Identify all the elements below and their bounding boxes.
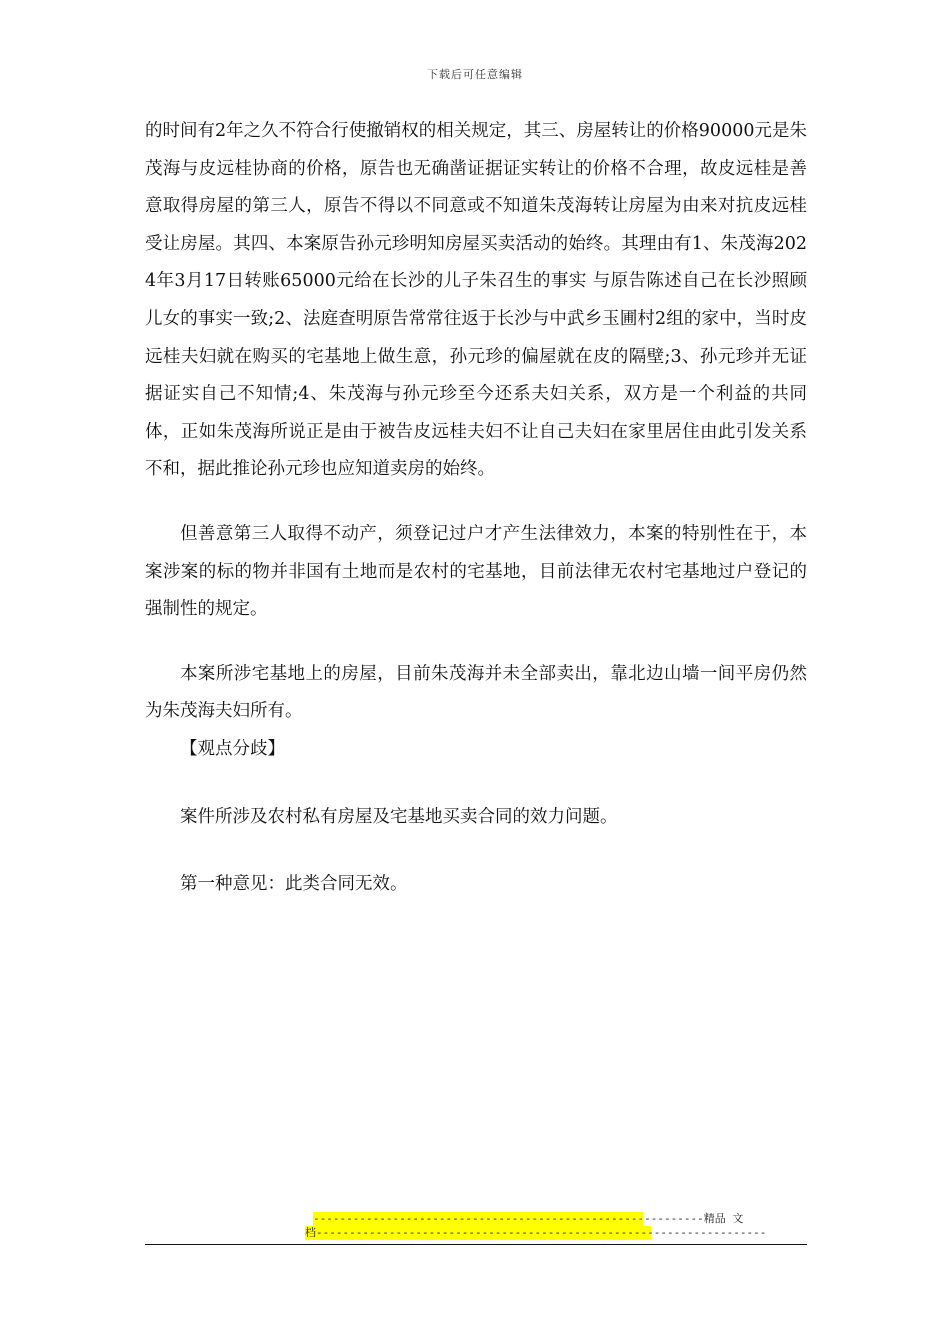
- footer-watermark-line-2: 档--------------------------------------------------------------------: [305, 1226, 767, 1239]
- footer-watermark-line-1: -----------------------------------------------------------精品 文: [313, 1212, 744, 1225]
- paragraph-registration: 但善意第三人取得不动产，须登记过户才产生法律效力，本案的特别性在于，本案涉案的标的物并非国有土地而是农村的宅基地，目前法律无农村宅基地过户登记的强制性的规定。: [145, 523, 807, 620]
- paragraph-contract-issue: 案件所涉及农村私有房屋及宅基地买卖合同的效力问题。: [180, 806, 618, 827]
- paragraph-remaining-house: 本案所涉宅基地上的房屋，目前朱茂海并未全部卖出，靠北边山墙一间平房仍然为朱茂海夫妇所有。: [145, 663, 807, 722]
- section-heading-disagreement: 【观点分歧】: [180, 738, 285, 759]
- paragraph-continuation: 的时间有2年之久不符合行使撤销权的相关规定，其三、房屋转让的价格90000元是朱茂海与皮远桂协商的价格，原告也无确凿证据证实转让的价格不合理，故皮远桂是善意取得房屋的第三人，原告不得以不同意或不知道朱茂海转让房屋为由来对抗皮远桂受让房屋。其四、本案原告孙元珍明知房屋买卖活动的始终。其理由有1、朱茂海2024年3月17日转账65000元给在长沙的儿子朱召生的事实 与原告陈述自己在长沙照顾儿女的事实一致;2、法庭查明原告常常往返于长沙与中武乡玉圃村2组的家中，当时皮远桂夫妇就在购买的宅基地上做生意，孙元珍的偏屋就在皮的隔壁;3、孙元珍并无证据证实自己不知情;4、朱茂海与孙元珍至今还系夫妇关系，双方是一个利益的共同体，正如朱茂海所说正是由于被告皮远桂夫妇不让自己夫妇在家里居住由此引发关系不和，据此推论孙元珍也应知道卖房的始终。: [145, 121, 807, 480]
- page-header-note: 下载后可任意编辑: [427, 68, 523, 81]
- footer-divider: [145, 1244, 807, 1245]
- footer-watermark: [305, 1212, 767, 1240]
- document-body: [145, 113, 807, 904]
- paragraph-first-opinion: 第一种意见：此类合同无效。: [180, 874, 408, 895]
